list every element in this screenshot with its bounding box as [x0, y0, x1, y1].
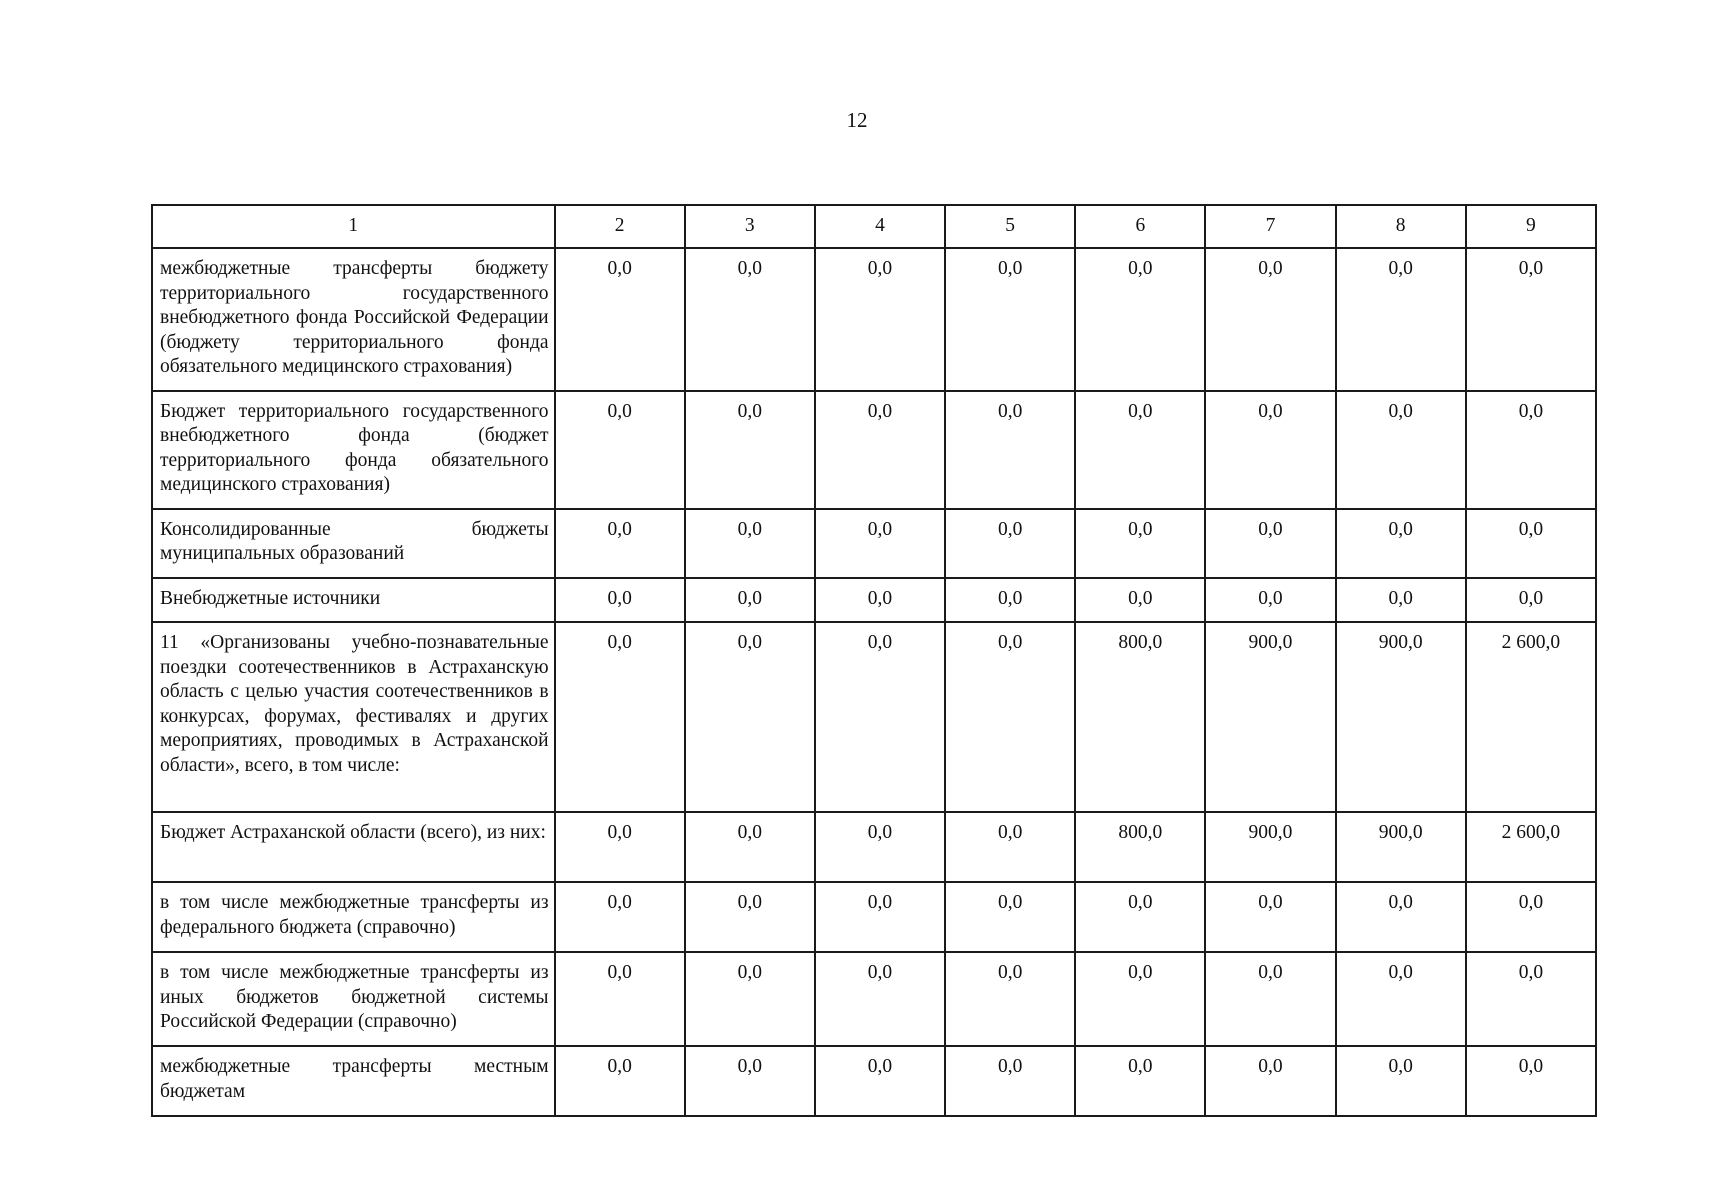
cell-value: 0,0: [945, 952, 1075, 1046]
column-header: 6: [1075, 205, 1205, 248]
column-header: 3: [685, 205, 815, 248]
table-row: [152, 952, 1596, 1046]
cell-value: 0,0: [945, 882, 1075, 952]
cell-value: 0,0: [685, 391, 815, 509]
cell-value: 0,0: [815, 622, 945, 812]
cell-value: 0,0: [1205, 952, 1335, 1046]
column-header: 7: [1205, 205, 1335, 248]
cell-value: 900,0: [1336, 812, 1466, 882]
cell-value: 0,0: [1336, 509, 1466, 578]
cell-value: 0,0: [555, 509, 685, 578]
cell-value: 0,0: [815, 248, 945, 391]
cell-value: 0,0: [685, 248, 815, 391]
cell-value: 0,0: [555, 578, 685, 623]
table-row: [152, 248, 1596, 391]
cell-value: 900,0: [1205, 812, 1335, 882]
cell-value: 0,0: [815, 391, 945, 509]
cell-value: 0,0: [1205, 391, 1335, 509]
table-header-row: [152, 205, 1596, 248]
cell-value: 0,0: [945, 578, 1075, 623]
cell-value: 0,0: [1336, 248, 1466, 391]
cell-value: 0,0: [815, 812, 945, 882]
cell-value: 0,0: [685, 509, 815, 578]
page-number: 12: [846, 108, 868, 132]
cell-value: 0,0: [685, 578, 815, 623]
row-label: Консолидированные бюджеты муниципальных образований: [152, 509, 555, 578]
cell-value: 0,0: [555, 952, 685, 1046]
table-row: [152, 391, 1596, 509]
table-row: [152, 509, 1596, 578]
row-label: Бюджет Астраханской области (всего), из них:: [152, 812, 555, 882]
column-header: 1: [152, 205, 555, 248]
cell-value: 0,0: [815, 1046, 945, 1116]
table-row: [152, 622, 1596, 812]
column-header: 8: [1336, 205, 1466, 248]
table-row: [152, 882, 1596, 952]
cell-value: 0,0: [945, 812, 1075, 882]
row-label: в том числе межбюджетные трансферты из федерального бюджета (справочно): [152, 882, 555, 952]
cell-value: 2 600,0: [1466, 622, 1596, 812]
cell-value: 0,0: [945, 509, 1075, 578]
cell-value: 0,0: [685, 882, 815, 952]
cell-value: 0,0: [555, 882, 685, 952]
row-label: в том числе межбюджетные трансферты из иных бюджетов бюджетной системы Российской Федерации (справочно): [152, 952, 555, 1046]
cell-value: 0,0: [1466, 1046, 1596, 1116]
cell-value: 0,0: [555, 812, 685, 882]
cell-value: 900,0: [1336, 622, 1466, 812]
cell-value: 800,0: [1075, 812, 1205, 882]
cell-value: 0,0: [1075, 391, 1205, 509]
cell-value: 0,0: [555, 622, 685, 812]
row-label: 11 «Организованы учебно-познавательные поездки соотечественников в Астраханскую область с целью участия соотечественников в конкурсах, форумах, фестивалях и других мероприятиях, проводимых в Астраханской области», всего, в том числе:: [152, 622, 555, 812]
column-header: 9: [1466, 205, 1596, 248]
cell-value: 0,0: [1336, 952, 1466, 1046]
cell-value: 0,0: [1075, 1046, 1205, 1116]
cell-value: 0,0: [685, 1046, 815, 1116]
cell-value: 0,0: [1075, 509, 1205, 578]
table-row: [152, 578, 1596, 623]
cell-value: 0,0: [1336, 1046, 1466, 1116]
cell-value: 0,0: [1205, 248, 1335, 391]
cell-value: 0,0: [945, 622, 1075, 812]
cell-value: 2 600,0: [1466, 812, 1596, 882]
cell-value: 0,0: [555, 248, 685, 391]
cell-value: 0,0: [1336, 578, 1466, 623]
cell-value: 0,0: [1205, 1046, 1335, 1116]
cell-value: 0,0: [1466, 248, 1596, 391]
cell-value: 0,0: [1336, 882, 1466, 952]
cell-value: 800,0: [1075, 622, 1205, 812]
cell-value: 900,0: [1205, 622, 1335, 812]
cell-value: 0,0: [555, 391, 685, 509]
cell-value: 0,0: [1205, 578, 1335, 623]
cell-value: 0,0: [1205, 882, 1335, 952]
column-header: 5: [945, 205, 1075, 248]
row-label: Бюджет территориального государственного внебюджетного фонда (бюджет территориального фонда обязательного медицинского страхования): [152, 391, 555, 509]
column-header: 2: [555, 205, 685, 248]
cell-value: 0,0: [815, 578, 945, 623]
table-row: [152, 812, 1596, 882]
cell-value: 0,0: [945, 391, 1075, 509]
cell-value: 0,0: [1075, 578, 1205, 623]
budget-table: [151, 204, 1597, 1117]
cell-value: 0,0: [945, 248, 1075, 391]
row-label: межбюджетные трансферты местным бюджетам: [152, 1046, 555, 1116]
cell-value: 0,0: [815, 882, 945, 952]
cell-value: 0,0: [555, 1046, 685, 1116]
cell-value: 0,0: [945, 1046, 1075, 1116]
cell-value: 0,0: [1336, 391, 1466, 509]
cell-value: 0,0: [1205, 509, 1335, 578]
cell-value: 0,0: [815, 509, 945, 578]
table-row: [152, 1046, 1596, 1116]
cell-value: 0,0: [1466, 509, 1596, 578]
cell-value: 0,0: [1466, 952, 1596, 1046]
cell-value: 0,0: [815, 952, 945, 1046]
row-label: межбюджетные трансферты бюджету территориального государственного внебюджетного фонда Российской Федерации (бюджету территориального фонда обязательного медицинского страхования): [152, 248, 555, 391]
cell-value: 0,0: [1466, 882, 1596, 952]
cell-value: 0,0: [685, 812, 815, 882]
row-label: Внебюджетные источники: [152, 578, 555, 623]
cell-value: 0,0: [685, 952, 815, 1046]
cell-value: 0,0: [1466, 391, 1596, 509]
cell-value: 0,0: [685, 622, 815, 812]
cell-value: 0,0: [1466, 578, 1596, 623]
cell-value: 0,0: [1075, 882, 1205, 952]
cell-value: 0,0: [1075, 248, 1205, 391]
cell-value: 0,0: [1075, 952, 1205, 1046]
column-header: 4: [815, 205, 945, 248]
